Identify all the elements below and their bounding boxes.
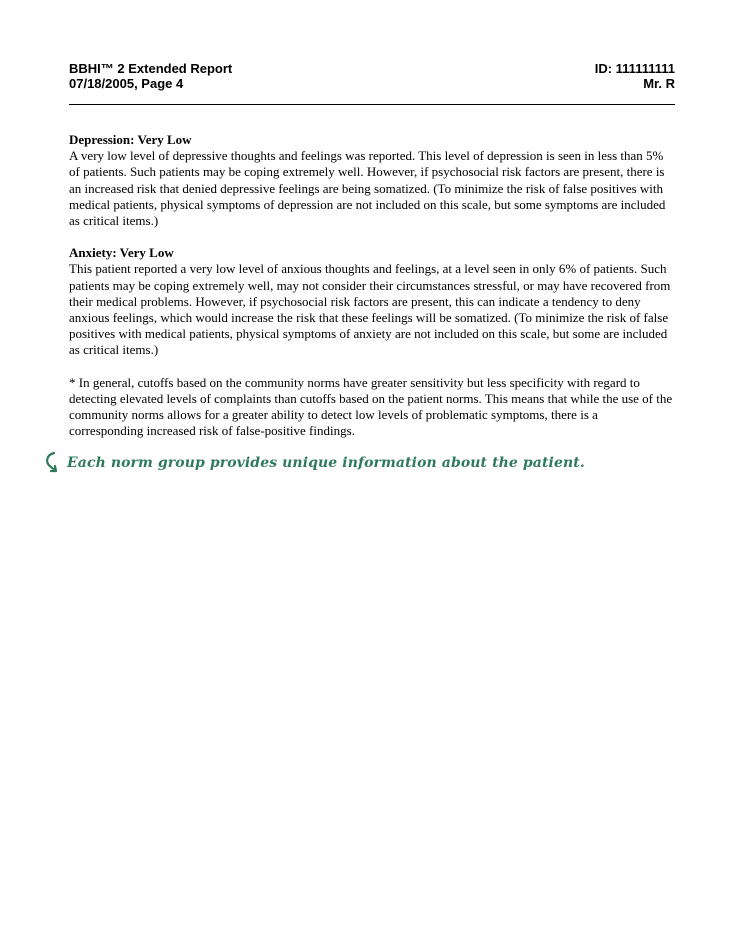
section-body: A very low level of depressive thoughts and feelings was reported. This level of depression is seen in less than 5% of patients. Such patients may be coping extremely well. However, if psychosocial risk factors are present, there is an increased risk that denied depressive feelings are being somatized. (To minimize the risk of false positives with medical patients, physical symptoms of depression are not included on this scale, but some symptoms are included as critical items.) [69, 148, 666, 229]
section-depression [69, 132, 675, 229]
header-row-2 [69, 76, 675, 91]
report-date-page: 07/18/2005, Page 4 [69, 76, 184, 91]
patient-name: Mr. R [643, 76, 675, 91]
report-header [69, 61, 675, 91]
report-content [69, 132, 675, 439]
section-body: This patient reported a very low level of anxious thoughts and feelings, at a level seen in only 6% of patients. Such patients may be coping extremely well, may not consider their circumstances stressful, or may have recovered from their medical problems. However, if psychosocial risk factors are present, this can indicate a tendency to deny anxious feelings, which would increase the risk that these feelings will be somatized. (To minimize the risk of false positives with medical patients, physical symptoms of anxiety are not included on this scale, but some are included as critical items.) [69, 261, 671, 358]
annotation-text: Each norm group provides unique information about the patient. [67, 455, 585, 471]
handwritten-annotation [42, 451, 585, 475]
curved-arrow-icon [42, 451, 64, 475]
footnote: * In general, cutoffs based on the community norms have greater sensitivity but less specificity with regard to detecting elevated levels of complaints than cutoffs based on the patient norms. This means that while the use of the community norms allows for a greater ability to detect low levels of problematic symptoms, there is a corresponding increased risk of false-positive findings. [69, 374, 673, 439]
section-anxiety [69, 245, 675, 358]
section-heading: Anxiety: Very Low [69, 245, 174, 261]
section-heading: Depression: Very Low [69, 132, 192, 147]
patient-id: ID: 111111111 [594, 61, 675, 76]
report-title: BBHI™ 2 Extended Report [69, 61, 233, 76]
header-row-1 [69, 61, 675, 76]
header-divider [69, 104, 675, 105]
